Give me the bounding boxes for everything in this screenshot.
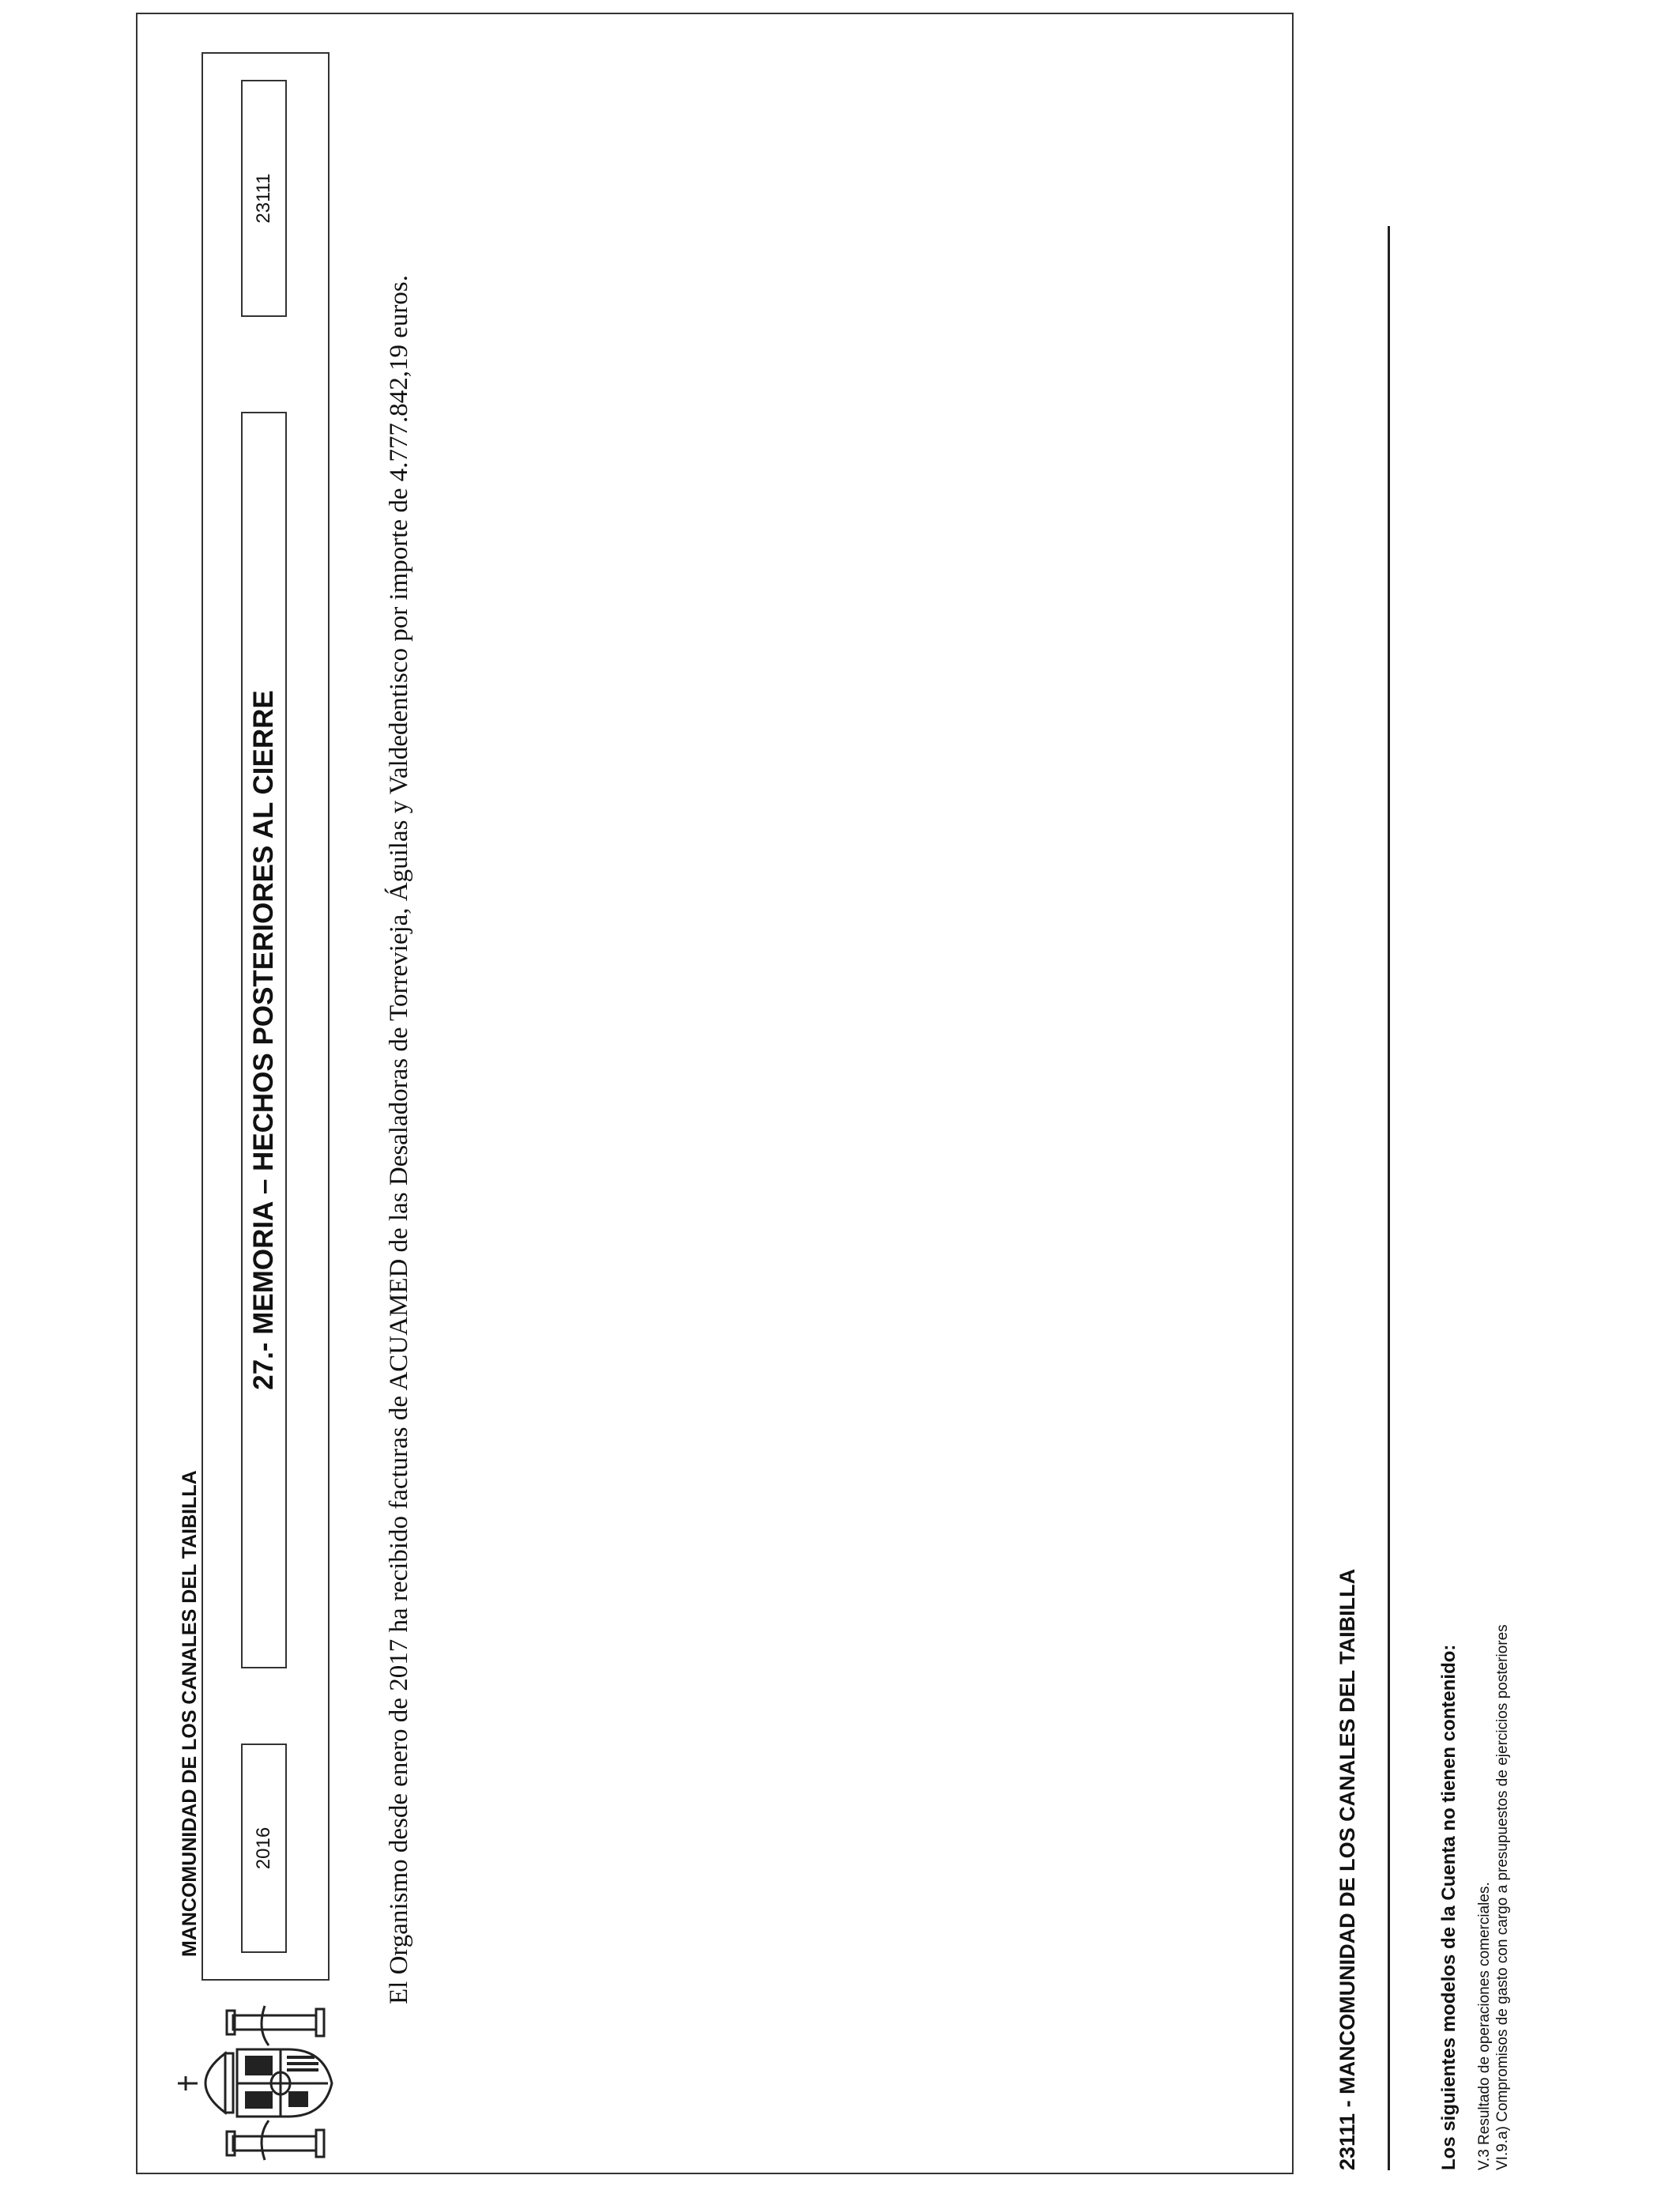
body-paragraph: El Organismo desde enero de 2017 ha recibido facturas de ACUAMED de las Desaladoras de Torrevieja, Águilas y Valdedentisco por importe de 4.777.842,19 euros. [385, 275, 413, 2004]
list-item: VI.9.a) Compromisos de gasto con cargo a presupuestos de ejercicios posteriores [1494, 1624, 1511, 2170]
footer-list [1475, 1624, 1512, 2170]
footer-heading: Los siguientes modelos de la Cuenta no tienen contenido: [1438, 1644, 1460, 2170]
section-title: 27.- MEMORIA – HECHOS POSTERIORES AL CIERRE [248, 690, 279, 1390]
entity-code: 23111 [253, 173, 274, 224]
section-title-field [241, 412, 287, 1668]
entity-title: MANCOMUNIDAD DE LOS CANALES DEL TAIBILLA [179, 1470, 201, 1957]
footer-entity-label: 23111 - MANCOMUNIDAD DE LOS CANALES DEL TAIBILLA [1335, 1568, 1359, 2170]
footer-divider [1388, 226, 1390, 2170]
year-field [241, 1744, 287, 1953]
list-item: V.3 Resultado de operaciones comerciales. [1476, 1882, 1493, 2170]
entity-code-field [241, 80, 287, 317]
year-value: 2016 [253, 1826, 274, 1870]
coat-of-arms-icon [170, 1998, 340, 2168]
